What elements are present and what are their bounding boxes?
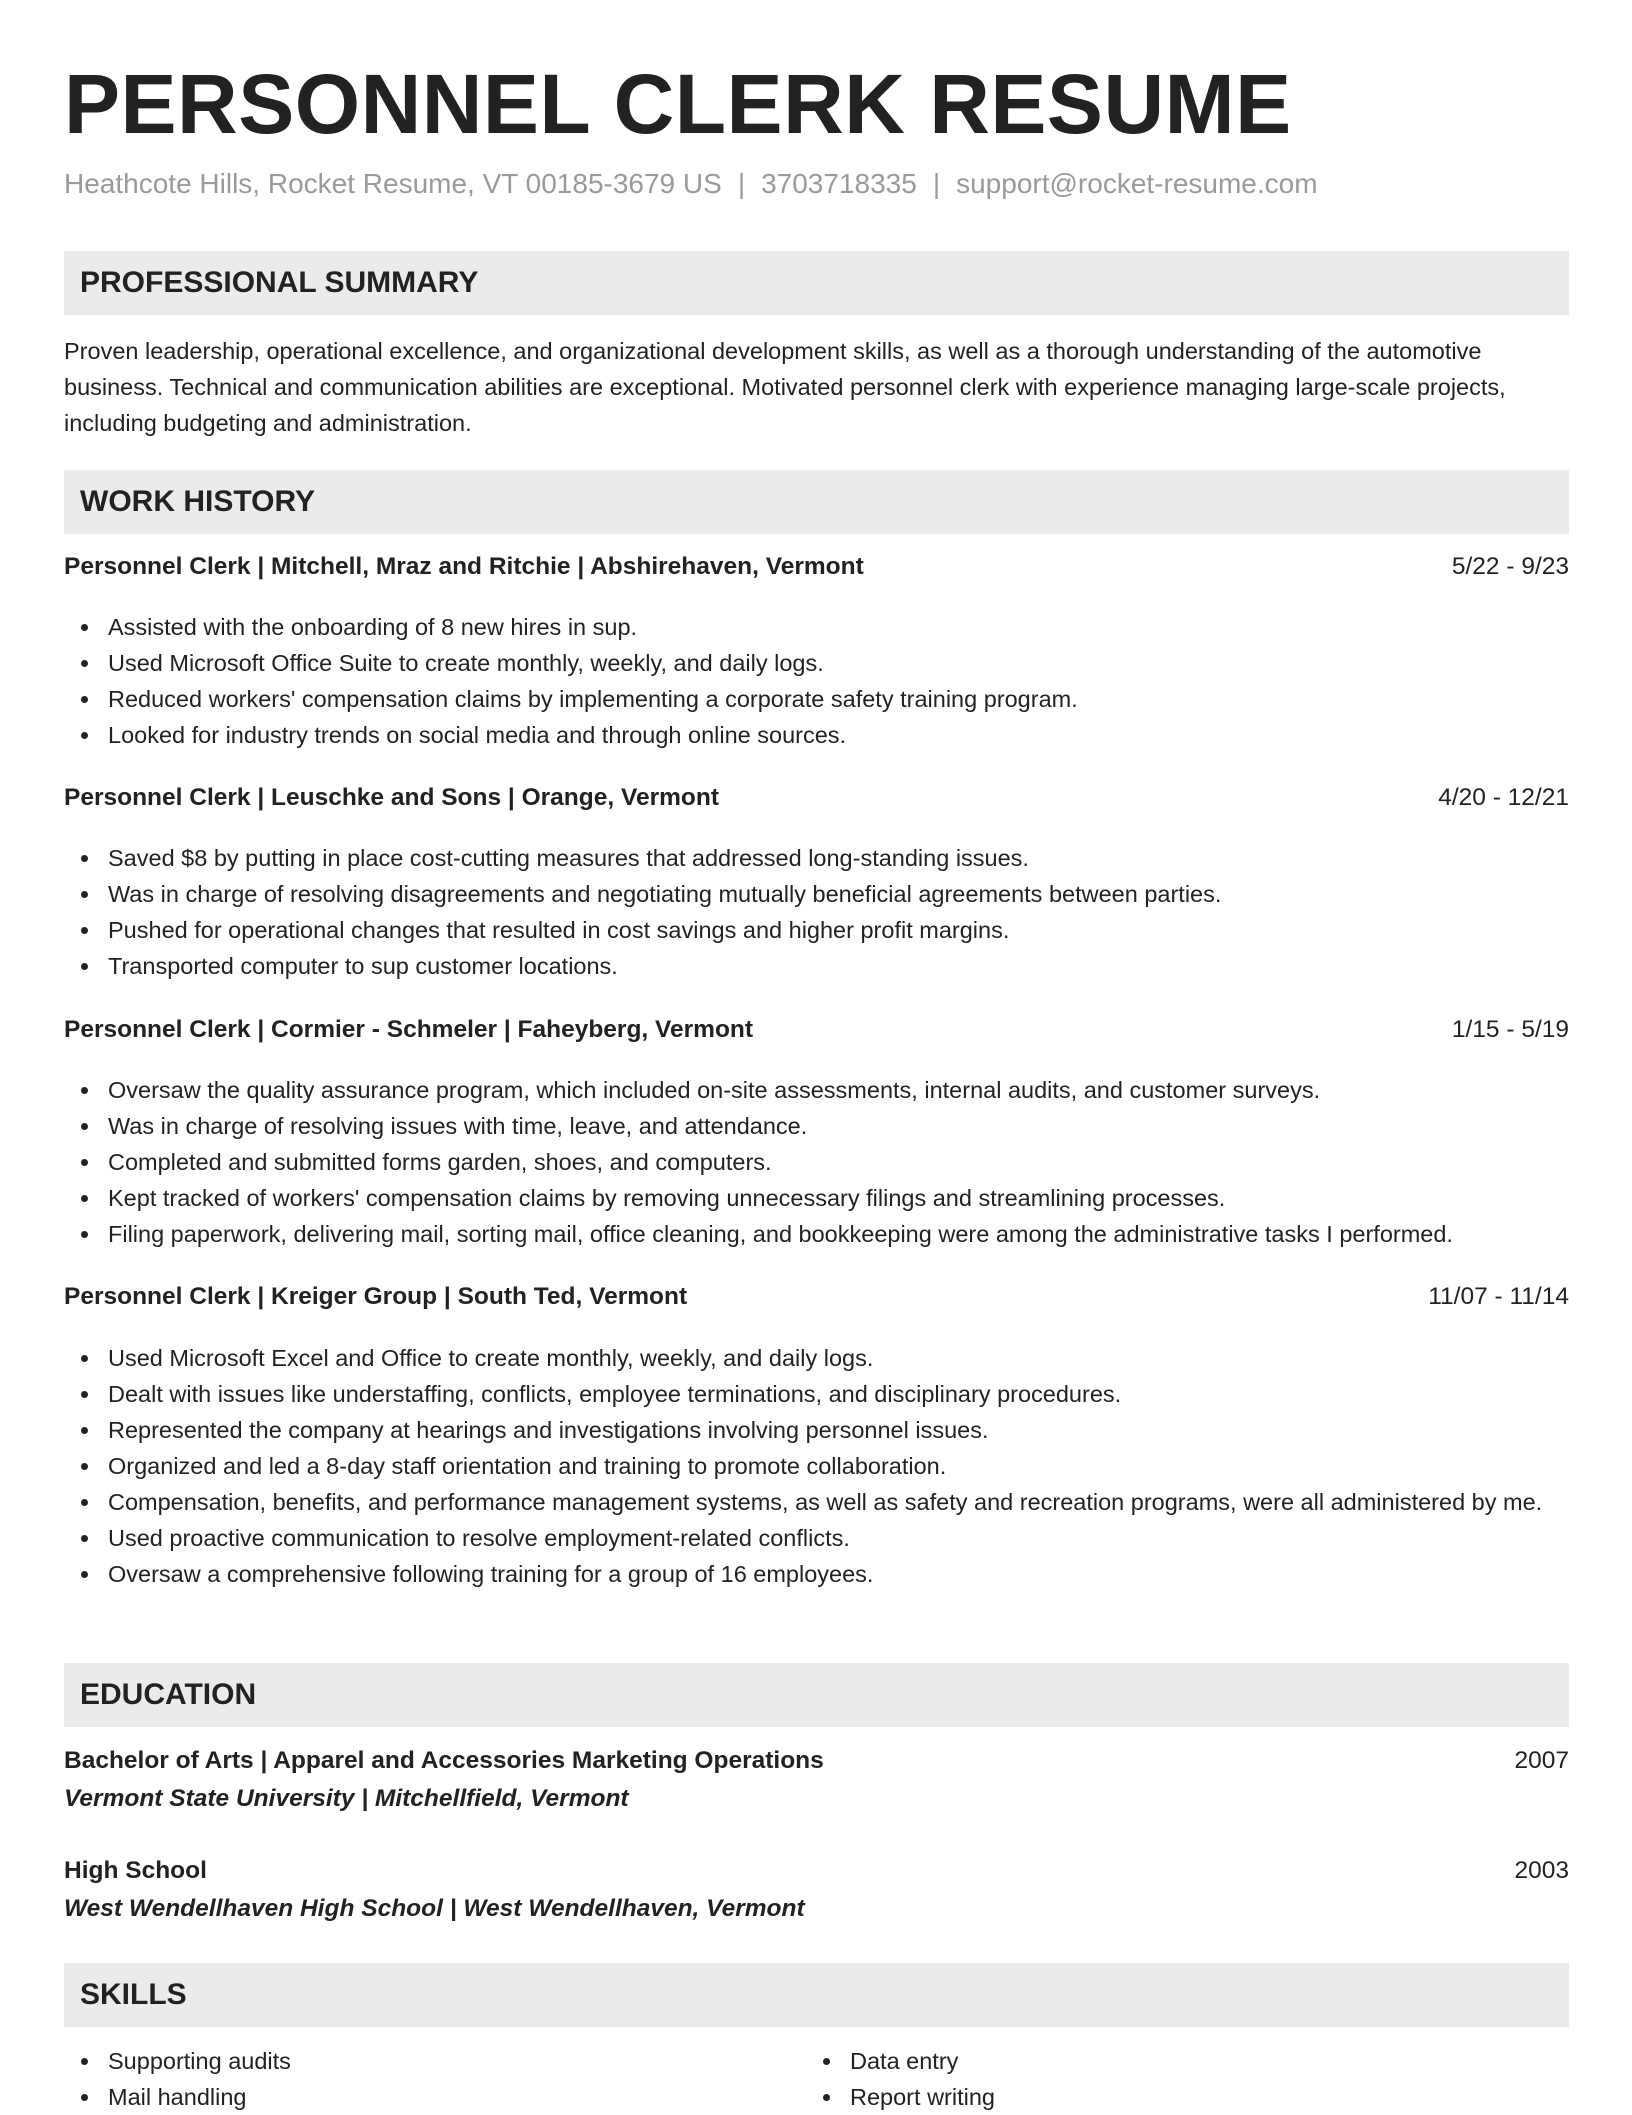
list-item: Mail handling (64, 2079, 764, 2115)
job-dates: 4/20 - 12/21 (1438, 784, 1569, 811)
education-school: West Wendellhaven High School | West Wendellhaven, Vermont (64, 1895, 805, 1922)
job-header (64, 1280, 1569, 1314)
contact-email: support@rocket-resume.com (956, 168, 1318, 199)
skills-heading: SKILLS (64, 1963, 1569, 2027)
list-item: Report writing (806, 2079, 1506, 2115)
list-item: Pushed for operational changes that resulted in cost savings and higher profit margins. (64, 912, 1569, 948)
list-item: Was in charge of resolving disagreements and negotiating mutually beneficial agreements between parties. (64, 876, 1569, 912)
contact-separator: | (932, 168, 941, 199)
list-item: Filing paperwork, delivering mail, sorting mail, office cleaning, and bookkeeping were among the administrative tasks I performed. (64, 1216, 1569, 1252)
job-title: Personnel Clerk | Cormier - Schmeler | Faheyberg, Vermont (64, 1016, 754, 1043)
education-heading: EDUCATION (64, 1663, 1569, 1727)
skills-list-right (806, 2043, 1506, 2115)
education-degree: High School (64, 1857, 207, 1884)
education-header (64, 1854, 1569, 1888)
contact-line (64, 166, 1318, 202)
list-item: Looked for industry trends on social media and through online sources. (64, 717, 1569, 753)
job-title: Personnel Clerk | Kreiger Group | South Ted, Vermont (64, 1283, 688, 1310)
education-school: Vermont State University | Mitchellfield, Vermont (64, 1785, 629, 1812)
list-item: Oversaw a comprehensive following training for a group of 16 employees. (64, 1556, 1569, 1592)
job-bullets (64, 1340, 1569, 1592)
skills-list-left (64, 2043, 764, 2115)
education-degree: Bachelor of Arts | Apparel and Accessories Marketing Operations (64, 1747, 824, 1774)
contact-separator: | (737, 168, 746, 199)
list-item: Completed and submitted forms garden, shoes, and computers. (64, 1144, 1569, 1180)
list-item: Used Microsoft Office Suite to create monthly, weekly, and daily logs. (64, 645, 1569, 681)
list-item: Reduced workers' compensation claims by implementing a corporate safety training program. (64, 681, 1569, 717)
job-dates: 1/15 - 5/19 (1451, 1016, 1569, 1043)
job-bullets (64, 1072, 1569, 1252)
list-item: Dealt with issues like understaffing, conflicts, employee terminations, and disciplinary procedures. (64, 1376, 1569, 1412)
list-item: Assisted with the onboarding of 8 new hires in sup. (64, 609, 1569, 645)
job-bullets (64, 840, 1569, 984)
list-item: Kept tracked of workers' compensation claims by removing unnecessary filings and streamlining processes. (64, 1180, 1569, 1216)
job-header (64, 550, 1569, 584)
list-item: Compensation, benefits, and performance management systems, as well as safety and recreation programs, were all administered by me. (64, 1484, 1569, 1520)
contact-address: Heathcote Hills, Rocket Resume, VT 00185-3679 US (64, 168, 722, 199)
list-item: Used proactive communication to resolve employment-related conflicts. (64, 1520, 1569, 1556)
list-item: Saved $8 by putting in place cost-cutting measures that addressed long-standing issues. (64, 840, 1569, 876)
list-item: Organized and led a 8-day staff orientation and training to promote collaboration. (64, 1448, 1569, 1484)
summary-heading: PROFESSIONAL SUMMARY (64, 251, 1569, 315)
job-dates: 11/07 - 11/14 (1428, 1283, 1569, 1310)
education-year: 2003 (1514, 1857, 1569, 1884)
list-item: Oversaw the quality assurance program, which included on-site assessments, internal audits, and customer surveys. (64, 1072, 1569, 1108)
education-year: 2007 (1514, 1747, 1569, 1774)
job-dates: 5/22 - 9/23 (1451, 553, 1569, 580)
education-header (64, 1744, 1569, 1778)
job-title: Personnel Clerk | Leuschke and Sons | Orange, Vermont (64, 784, 719, 811)
resume-title: PERSONNEL CLERK RESUME (64, 57, 1292, 151)
list-item: Transported computer to sup customer locations. (64, 948, 1569, 984)
job-header (64, 1013, 1569, 1047)
list-item: Used Microsoft Excel and Office to create monthly, weekly, and daily logs. (64, 1340, 1569, 1376)
summary-text: Proven leadership, operational excellence, and organizational development skills, as well as a thorough understanding of the automotive business. Technical and communication abilities are exceptional. Motivated personnel clerk with experience managing large-scale projects, including budgeting and administration. (64, 338, 1506, 436)
list-item: Data entry (806, 2043, 1506, 2079)
contact-phone: 3703718335 (761, 168, 917, 199)
work-history-heading: WORK HISTORY (64, 470, 1569, 534)
list-item: Represented the company at hearings and investigations involving personnel issues. (64, 1412, 1569, 1448)
list-item: Supporting audits (64, 2043, 764, 2079)
job-title: Personnel Clerk | Mitchell, Mraz and Ritchie | Abshirehaven, Vermont (64, 553, 864, 580)
job-header (64, 781, 1569, 815)
list-item: Was in charge of resolving issues with time, leave, and attendance. (64, 1108, 1569, 1144)
job-bullets (64, 609, 1569, 753)
